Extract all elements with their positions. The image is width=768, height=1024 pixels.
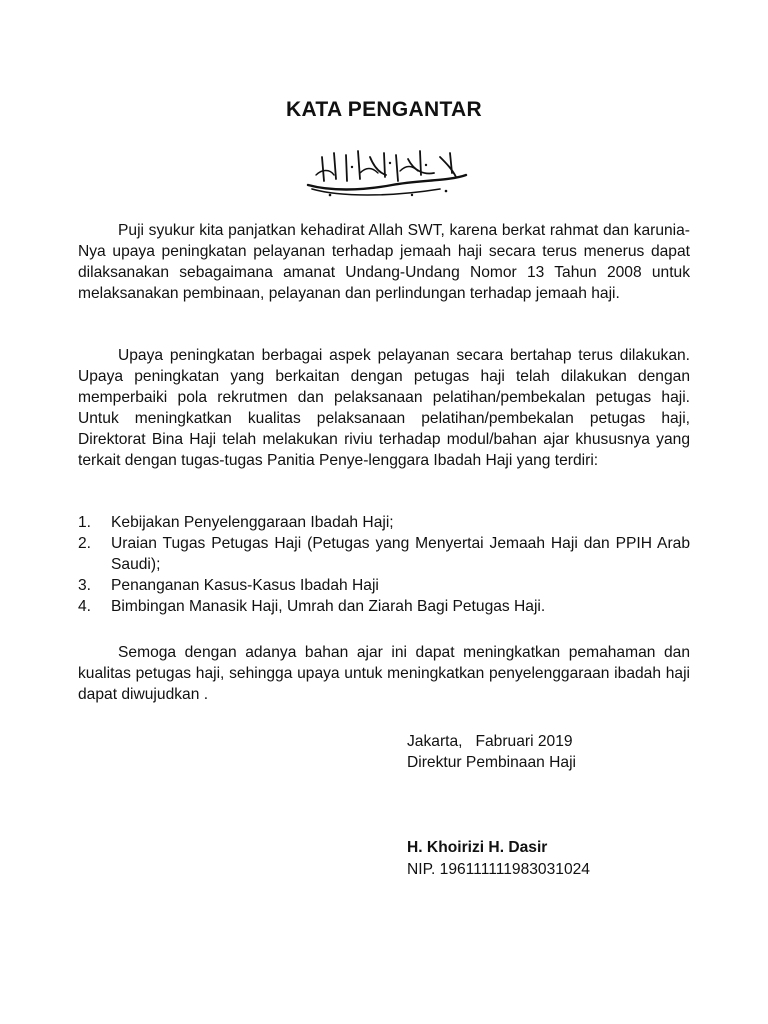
- effort-paragraph: [78, 345, 690, 471]
- list-item-text: Penanganan Kasus-Kasus Ibadah Haji: [111, 577, 379, 594]
- signature-role: Direktur Pembinaan Haji: [407, 754, 577, 771]
- list-item-number: 1.: [78, 514, 92, 531]
- list-item: [78, 575, 690, 596]
- paragraph-2-text: Upaya peningkatan berbagai aspek pelayanan secara bertahap terus dilakukan. Upaya peningkatan yang berkaitan dengan petugas haji telah dilakukan dengan memperbaiki pola rekrutmen dan pelaksanaan pelatihan/pembekalan petugas haji. Untuk meningkatkan kualitas pelaksanaan pelatihan/pembekalan petugas haji, Direktorat Bina Haji telah melakukan riviu terhadap modul/bahan ajar khususnya yang terkait dengan tugas-tugas Panitia Penye-lenggara Ibadah Haji yang terdiri:: [78, 347, 690, 469]
- list-item-text: Uraian Tugas Petugas Haji (Petugas yang Menyertai Jemaah Haji dan PPIH Arab Saudi);: [111, 535, 690, 573]
- signatory-nip: NIP. 196111111983031024: [407, 861, 590, 878]
- list-item: [78, 512, 690, 533]
- list-item-number: 4.: [78, 598, 92, 615]
- module-list: [78, 512, 690, 617]
- paragraph-3-text: Semoga dengan adanya bahan ajar ini dapat meningkatkan pemahaman dan kualitas petugas haji, sehingga upaya untuk meningkatkan penyelenggaraan ibadah haji dapat diwujudkan .: [78, 644, 690, 703]
- closing-paragraph: [78, 642, 690, 705]
- list-item: [78, 533, 690, 575]
- paragraph-1-text: Puji syukur kita panjatkan kehadirat Allah SWT, karena berkat rahmat dan karunia-Nya upaya peningkatan pelayanan terhadap jemaah haji secara terus menerus dapat dilaksanakan sebagaimana amanat Undang-Undang Nomor 13 Tahun 2008 untuk melaksanakan pembinaan, pelayanan dan perlindungan terhadap jemaah haji.: [78, 222, 690, 302]
- list-item-number: 2.: [78, 535, 92, 552]
- list-item: [78, 596, 690, 617]
- list-item-number: 3.: [78, 577, 92, 594]
- signature-place-date: Jakarta, Fabruari 2019: [407, 733, 573, 750]
- signatory-name: H. Khoirizi H. Dasir: [407, 839, 548, 856]
- list-item-text: Kebijakan Penyelenggaraan Ibadah Haji;: [111, 514, 394, 531]
- page-title: KATA PENGANTAR: [286, 98, 482, 121]
- list-item-text: Bimbingan Manasik Haji, Umrah dan Ziarah Bagi Petugas Haji.: [111, 598, 546, 615]
- intro-paragraph: [78, 220, 690, 304]
- basmala-calligraphy-image: [300, 145, 472, 201]
